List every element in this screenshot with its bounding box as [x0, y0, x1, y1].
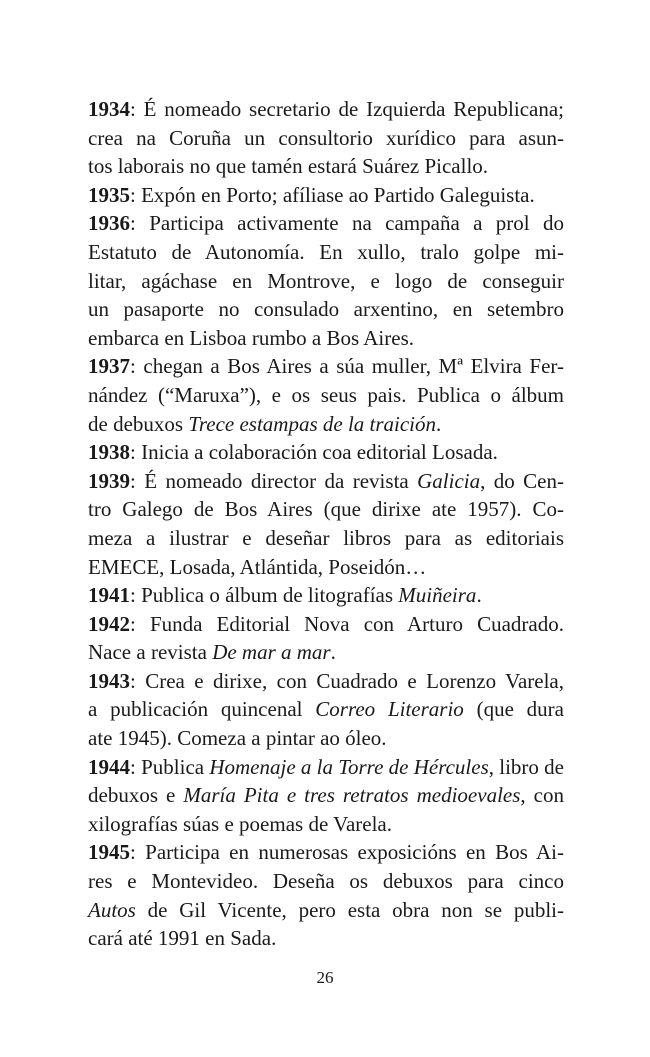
- italic-title: De mar a mar: [212, 640, 331, 665]
- entry-text: EMECE, Losada, Atlántida, Poseidón…: [88, 554, 427, 579]
- italic-title: María Pita e tres retratos medioevales: [183, 783, 521, 808]
- chronology-entry: [88, 95, 564, 181]
- text-line: [88, 638, 564, 667]
- chronology-entry: [88, 838, 564, 952]
- entry-year: 1943: [88, 668, 130, 693]
- text-line: [88, 781, 564, 810]
- entry-text: : É nomeado secretario de Izquierda Republicana;: [130, 97, 564, 121]
- text-line: [88, 581, 564, 610]
- italic-title: Muiñeira: [398, 583, 477, 608]
- text-line: [88, 152, 564, 181]
- text-line: [88, 810, 564, 839]
- text-line: [88, 295, 564, 324]
- text-line: [88, 410, 564, 439]
- entry-text: , do Cen-: [480, 468, 564, 493]
- text-line: [88, 124, 564, 153]
- entry-text: tos laborais no que tamén estará Suárez Picallo.: [88, 154, 489, 179]
- text-line: [88, 867, 564, 896]
- text-line: [88, 467, 564, 496]
- entry-text: ate 1945). Comeza a pintar ao óleo.: [88, 726, 387, 751]
- chronology-entry: [88, 610, 564, 667]
- entry-text: de Gil Vicente, pero esta obra non se publi-: [135, 897, 564, 922]
- entry-text: : Expón en Porto; afíliase ao Partido Galeguista.: [130, 182, 535, 207]
- text-line: [88, 524, 564, 553]
- text-line: [88, 553, 564, 582]
- entry-text: Nace a revista: [88, 640, 213, 665]
- entry-text: a publicación quincenal: [88, 697, 316, 722]
- entry-text: Estatuto de Autonomía. En xullo, tralo golpe mi-: [88, 239, 564, 264]
- chronology-entry: [88, 667, 564, 753]
- text-line: [88, 352, 564, 381]
- entry-text: : Funda Editorial Nova con Arturo Cuadrado.: [130, 611, 564, 636]
- entry-text: embarca en Lisboa rumbo a Bos Aires.: [88, 325, 414, 350]
- text-line: [88, 324, 564, 353]
- entry-text: xilografías súas e poemas de Varela.: [88, 811, 393, 836]
- chronology-entry: [88, 581, 564, 610]
- entry-text: , con: [520, 783, 564, 808]
- entry-year: 1936: [88, 211, 130, 236]
- text-line: [88, 724, 564, 753]
- entry-text: .: [436, 411, 442, 436]
- chronology-entry: [88, 352, 564, 438]
- entry-text: : Participa activamente na campaña a prol do: [130, 211, 564, 236]
- chronology-entry: [88, 181, 564, 210]
- entry-year: 1934: [88, 97, 130, 121]
- text-line: [88, 753, 564, 782]
- entry-text: nández (“Maruxa”), e os seus pais. Publica o álbum: [88, 382, 564, 407]
- entry-text: : É nomeado director da revista: [130, 468, 418, 493]
- entry-text: .: [330, 640, 336, 665]
- entry-year: 1941: [88, 583, 130, 608]
- entry-text: debuxos e: [88, 783, 184, 808]
- text-line: [88, 267, 564, 296]
- text-line: [88, 667, 564, 696]
- text-line: [88, 95, 564, 124]
- entry-text: .: [476, 583, 482, 608]
- italic-title: Autos: [88, 897, 136, 922]
- entry-text: , libro de: [488, 754, 564, 779]
- text-line: [88, 495, 564, 524]
- text-line: [88, 238, 564, 267]
- text-line: [88, 896, 564, 925]
- entry-text: : Publica o álbum de litografías: [130, 583, 399, 608]
- italic-title: Galicia: [417, 468, 481, 493]
- text-line: [88, 181, 564, 210]
- chronology-entry: [88, 753, 564, 839]
- entry-text: : Inicia a colaboración coa editorial Losada.: [130, 440, 498, 465]
- text-line: [88, 924, 564, 953]
- entry-year: 1935: [88, 182, 130, 207]
- entry-year: 1937: [88, 354, 130, 379]
- entry-year: 1944: [88, 754, 130, 779]
- entry-text: cará até 1991 en Sada.: [88, 926, 277, 951]
- entry-year: 1945: [88, 840, 130, 865]
- italic-title: Trece estampas de la traición: [188, 411, 437, 436]
- entry-text: : chegan a Bos Aires a súa muller, Mª Elvira Fer-: [130, 354, 564, 379]
- text-line: [88, 838, 564, 867]
- entry-text: un pasaporte no consulado arxentino, en setembro: [88, 297, 564, 322]
- entry-year: 1942: [88, 611, 130, 636]
- text-line: [88, 209, 564, 238]
- entry-text: litar, agáchase en Montrove, e logo de conseguir: [88, 268, 564, 293]
- entry-text: tro Galego de Bos Aires (que dirixe ate 1957). Co-: [88, 497, 564, 522]
- text-line: [88, 610, 564, 639]
- chronology-list: [88, 95, 564, 953]
- entry-text: : Participa en numerosas exposicións en Bos Ai-: [130, 840, 564, 865]
- chronology-entry: [88, 438, 564, 467]
- entry-text: crea na Coruña un consultorio xurídico para asun-: [88, 125, 564, 150]
- text-line: [88, 438, 564, 467]
- entry-text: res e Montevideo. Deseña os debuxos para cinco: [88, 869, 564, 894]
- italic-title: Homenaje a la Torre de Hércules: [209, 754, 489, 779]
- page-number: 26: [316, 968, 334, 987]
- entry-text: : Crea e dirixe, con Cuadrado e Lorenzo Varela,: [130, 668, 564, 693]
- italic-title: Correo Literario: [315, 697, 464, 722]
- entry-text: (que dura: [463, 697, 564, 722]
- chronology-entry: [88, 209, 564, 352]
- chronology-entry: [88, 467, 564, 581]
- entry-text: meza a ilustrar e deseñar libros para as editoriais: [88, 525, 564, 550]
- entry-text: : Publica: [130, 754, 210, 779]
- entry-text: de debuxos: [88, 411, 189, 436]
- text-line: [88, 381, 564, 410]
- text-line: [88, 695, 564, 724]
- entry-year: 1939: [88, 468, 130, 493]
- entry-year: 1938: [88, 440, 130, 465]
